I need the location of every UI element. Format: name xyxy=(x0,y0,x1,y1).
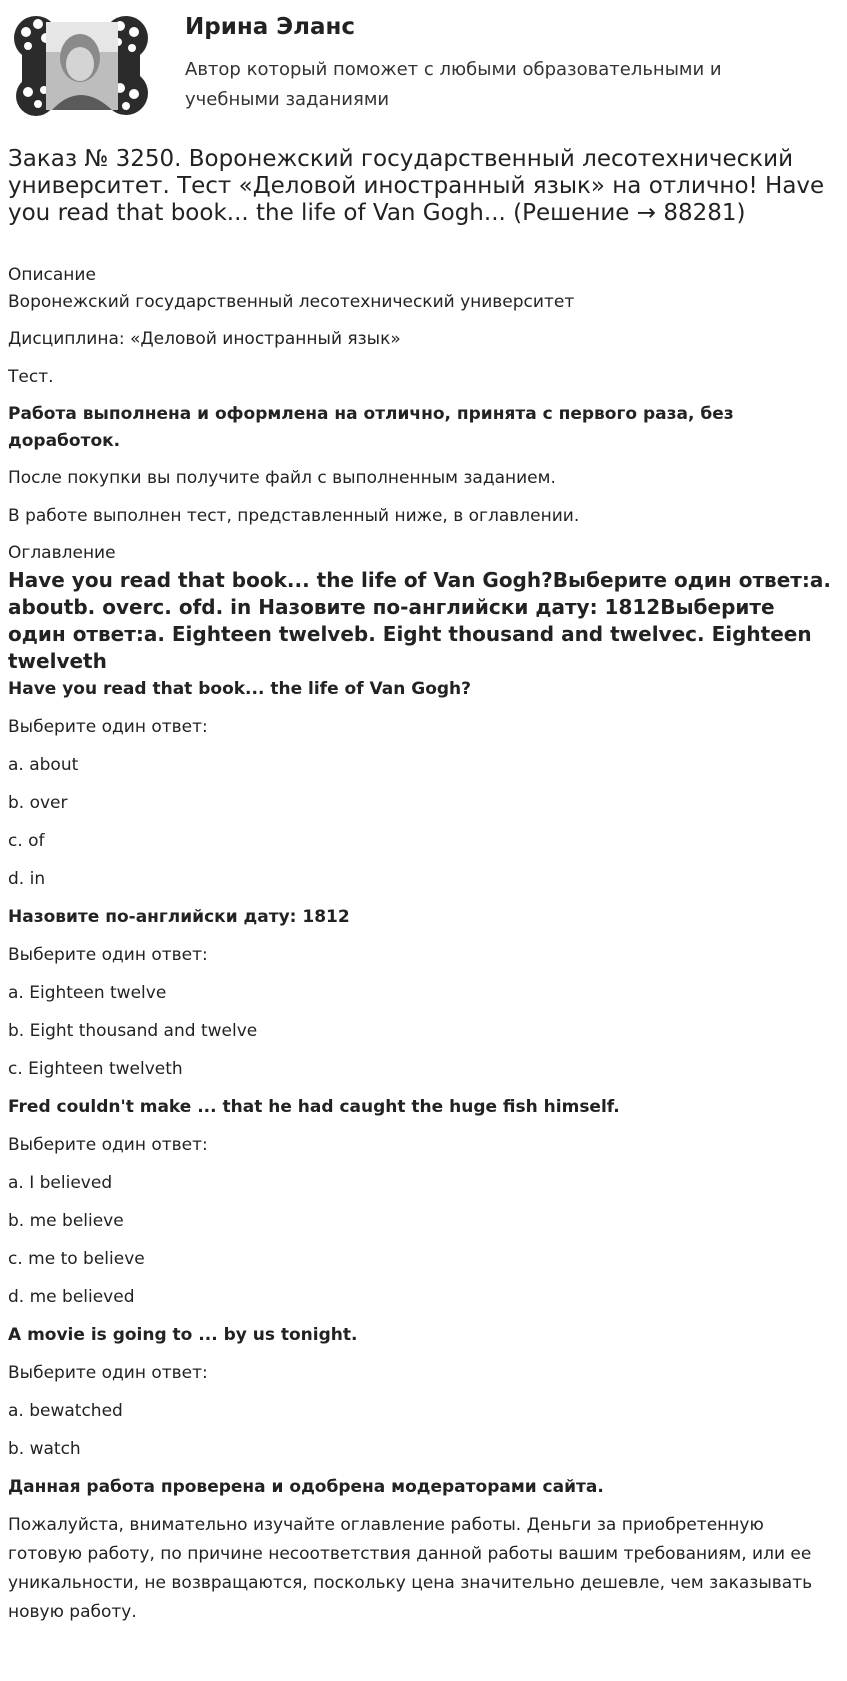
question-prompt: Выберите один ответ: xyxy=(8,717,208,737)
answer-option: c. Eighteen twelveth xyxy=(8,1059,183,1079)
author-name[interactable]: Ирина Эланс xyxy=(185,14,356,40)
question-text: Fred couldn't make ... that he had caught the huge fish himself. xyxy=(8,1097,620,1117)
refund-note: Пожалуйста, внимательно изучайте оглавление работы. Деньги за приобретенную готовую работу, по причине несоответствия данной работы вашим требованиям, или ее уникальности, не возвращаются, поскольку цена значительно дешевле, чем заказывать новую работу. xyxy=(8,1515,813,1622)
moderation-note: Данная работа проверена и одобрена модераторами сайта. xyxy=(8,1477,604,1497)
answer-option: c. of xyxy=(8,831,45,851)
question-block xyxy=(8,1093,838,1321)
author-card xyxy=(8,8,838,130)
question-text: Have you read that book... the life of Van Gogh? xyxy=(8,679,472,699)
after-purchase-note: После покупки вы получите файл с выполненным заданием. xyxy=(8,468,556,488)
contents-label: Оглавление xyxy=(8,543,116,563)
contents-intro: В работе выполнен тест, представленный ниже, в оглавлении. xyxy=(8,506,580,526)
university-name: Воронежский государственный лесотехнический университет xyxy=(8,292,575,312)
contents-heading: Have you read that book... the life of Van Gogh?Выберите один ответ:a. aboutb. overc. ofd. in Назовите по-английски дату: 1812Выберите один ответ:a. Eighteen twelveb. Eight thousand and twelvec. Eighteen twelveth xyxy=(8,568,831,673)
question-text: A movie is going to ... by us tonight. xyxy=(8,1325,358,1345)
answer-option: d. in xyxy=(8,869,46,889)
answer-option: a. I believed xyxy=(8,1173,113,1193)
question-block xyxy=(8,675,838,903)
work-type: Тест. xyxy=(8,367,54,387)
question-block xyxy=(8,903,838,1093)
order-content xyxy=(8,146,838,1627)
description-label: Описание xyxy=(8,265,96,285)
question-prompt: Выберите один ответ: xyxy=(8,1135,208,1155)
question-block xyxy=(8,1321,838,1473)
answer-option: b. over xyxy=(8,793,68,813)
question-text: Назовите по-английски дату: 1812 xyxy=(8,907,350,927)
answer-option: b. watch xyxy=(8,1439,81,1459)
question-list xyxy=(8,675,838,1473)
answer-option: a. bewatched xyxy=(8,1401,123,1421)
answer-option: a. about xyxy=(8,755,79,775)
answer-option: b. Eight thousand and twelve xyxy=(8,1021,258,1041)
question-prompt: Выберите один ответ: xyxy=(8,1363,208,1383)
page-title: Заказ № 3250. Воронежский государственный лесотехнический университет. Тест «Деловой иностранный язык» на отлично! Have you read that book... the life of Van Gogh... (Решение → 88281) xyxy=(8,146,825,226)
question-prompt: Выберите один ответ: xyxy=(8,945,208,965)
author-avatar[interactable] xyxy=(8,8,153,123)
answer-option: c. me to believe xyxy=(8,1249,145,1269)
quality-note: Работа выполнена и оформлена на отлично, принята с первого раза, без доработок. xyxy=(8,404,734,451)
answer-option: a. Eighteen twelve xyxy=(8,983,167,1003)
discipline: Дисциплина: «Деловой иностранный язык» xyxy=(8,329,401,349)
answer-option: b. me believe xyxy=(8,1211,124,1231)
answer-option: d. me believed xyxy=(8,1287,135,1307)
author-description: Автор который поможет с любыми образовательными и учебными заданиями xyxy=(185,59,722,110)
